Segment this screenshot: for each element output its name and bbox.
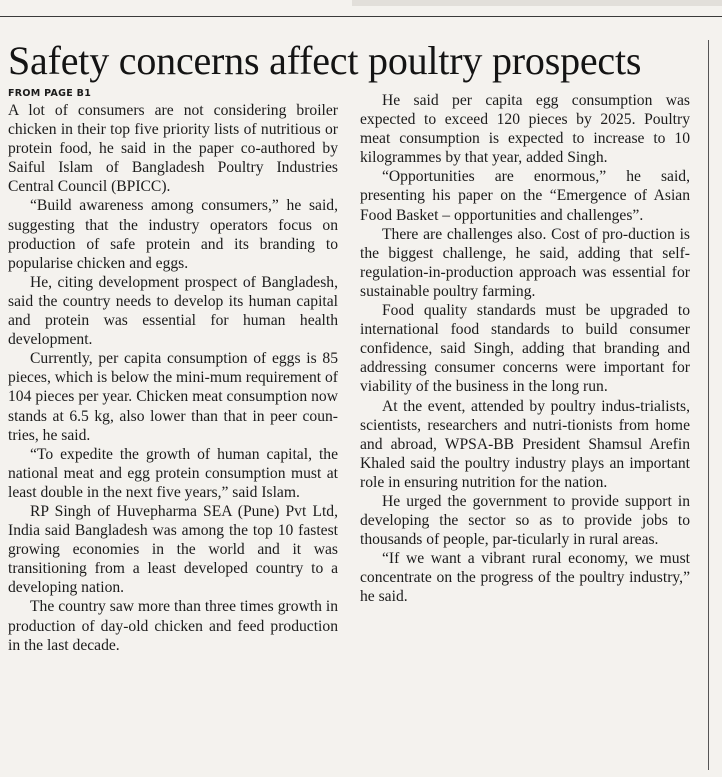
paragraph: Food quality standards must be upgraded to international food standards to build consumer confidence, said Singh, adding that branding and addressing consumer concerns were important for viability of the business in the long run.: [360, 302, 690, 396]
paragraph: RP Singh of Huvepharma SEA (Pune) Pvt Ltd, India said Bangladesh was among the top 10 fastest growing economies in the world and it was transitioning from a least developed country to a developing nation.: [8, 502, 338, 597]
paragraph: There are challenges also. Cost of pro-duction is the biggest challenge, he said, adding that self-regulation-in-production approach was essential for sustainable poultry farming.: [360, 225, 690, 300]
left-column: [8, 88, 338, 655]
paragraph: At the event, attended by poultry indus-trialists, scientists, researchers and nutri-tionists from home and abroad, WPSA-BB President Shamsul Arefin Khaled said the poultry industry plays an important role in ensuring nutrition for the nation.: [360, 397, 690, 491]
paragraph: He said per capita egg consumption was expected to exceed 120 pieces by 2025. Poultry meat consumption is expected to increase to 10 kilogrammes by that year, added Singh.: [360, 92, 690, 167]
paragraph: “Opportunities are enormous,” he said, presenting his paper on the “Emergence of Asian Food Basket – opportunities and challenges”.: [360, 168, 690, 224]
paragraph: “If we want a vibrant rural economy, we must concentrate on the progress of the poultry industry,” he said.: [360, 550, 690, 606]
paragraph: “Build awareness among consumers,” he said, suggesting that the industry operators focus on production of safe protein and its branding to popularise chicken and eggs.: [8, 197, 338, 272]
paragraph: The country saw more than three times growth in production of day-old chicken and feed production in the last decade.: [8, 598, 338, 654]
page-jump-label: FROM PAGE B1: [8, 88, 92, 99]
paragraph: “To expedite the growth of human capital, the national meat and egg protein consumption must at least double in the next five years,” said Islam.: [8, 445, 338, 501]
paragraph: A lot of consumers are not considering broiler chicken in their top five priority lists of nutritious or protein food, he said in the paper co-authored by Saiful Islam of Bangladesh Poultry Industries Central Council (BPICC).: [8, 102, 338, 196]
headline: Safety concerns affect poultry prospects: [8, 38, 642, 83]
paragraph: Currently, per capita consumption of eggs is 85 pieces, which is below the mini-mum requirement of 104 pieces per year. Chicken meat consumption now stands at 6.5 kg, also lower than that in peer coun-tries, he said.: [8, 350, 338, 444]
column-divider: [708, 40, 709, 770]
paragraph: He, citing development prospect of Bangladesh, said the country needs to develop its human capital and protein was essential for human health development.: [8, 273, 338, 349]
right-column: [360, 91, 690, 607]
previous-article-edge: [352, 0, 722, 6]
paragraph: He urged the government to provide support in developing the sector so as to provide jobs to thousands of people, par-ticularly in rural areas.: [360, 492, 690, 549]
top-divider: [0, 16, 722, 17]
